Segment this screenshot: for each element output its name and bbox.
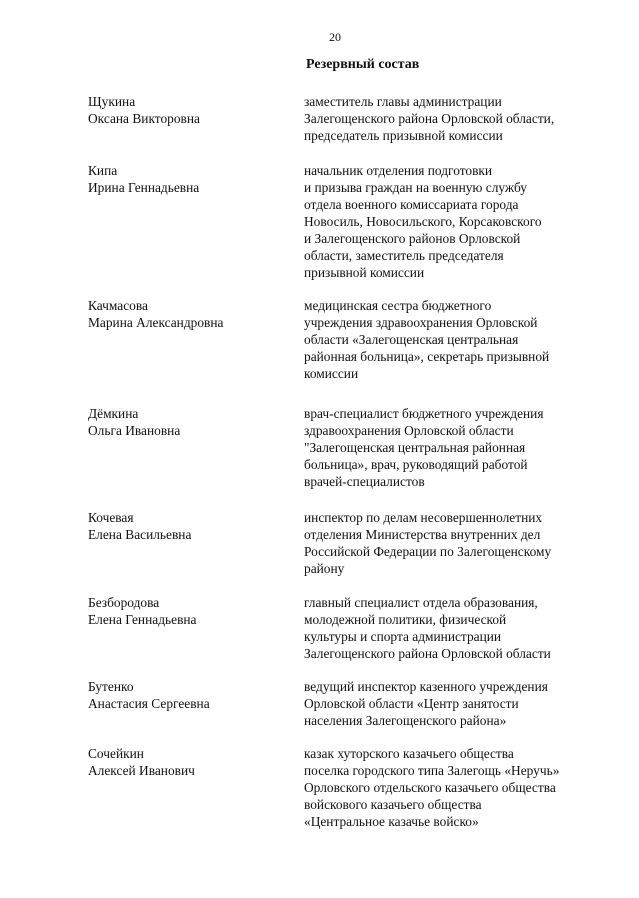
role-line: призывной комиссии — [304, 265, 425, 280]
member-surname: Бутенко — [88, 679, 134, 694]
role-line: району — [304, 561, 345, 576]
member-name — [88, 745, 288, 779]
role-line: области, заместитель председателя — [304, 248, 504, 263]
member-surname: Безбородова — [88, 595, 160, 610]
member-name — [88, 594, 288, 628]
member-given-names: Анастасия Сергеевна — [88, 696, 210, 711]
member-role — [304, 678, 604, 729]
role-line: населения Залегощенского района» — [304, 713, 507, 728]
member-surname: Дёмкина — [88, 406, 139, 421]
member-name — [88, 297, 288, 331]
member-surname: Кипа — [88, 163, 118, 178]
role-line: главный специалист отдела образования, — [304, 595, 538, 610]
member-role — [304, 297, 604, 382]
member-given-names: Елена Васильевна — [88, 527, 192, 542]
member-name — [88, 509, 288, 543]
role-line: Орловской области «Центр занятости — [304, 696, 519, 711]
member-surname: Качмасова — [88, 298, 148, 313]
member-given-names: Алексей Иванович — [88, 763, 195, 778]
role-line: заместитель главы администрации — [304, 94, 502, 109]
role-line: войскового казачьего общества — [304, 797, 482, 812]
role-line: казак хуторского казачьего общества — [304, 746, 514, 761]
role-line: и Залегощенского районов Орловской — [304, 231, 521, 246]
member-given-names: Елена Геннадьевна — [88, 612, 197, 627]
member-role — [304, 745, 604, 830]
member-role — [304, 93, 604, 144]
member-name — [88, 405, 288, 439]
role-line: учреждения здравоохранения Орловской — [304, 315, 538, 330]
role-line: комиссии — [304, 366, 359, 381]
role-line: врач-специалист бюджетного учреждения — [304, 406, 544, 421]
role-line: врачей-специалистов — [304, 474, 425, 489]
member-role — [304, 162, 604, 281]
role-line: председатель призывной комиссии — [304, 128, 503, 143]
role-line: поселка городского типа Залегощь «Неручь» — [304, 763, 560, 778]
role-line: районная больница», секретарь призывной — [304, 349, 550, 364]
member-role — [304, 509, 604, 577]
role-line: Российской Федерации по Залегощенскому — [304, 544, 552, 559]
member-given-names: Ольга Ивановна — [88, 423, 181, 438]
role-line: начальник отделения подготовки — [304, 163, 493, 178]
role-line: Залегощенского района Орловской области — [304, 646, 551, 661]
member-name — [88, 93, 288, 127]
role-line: инспектор по делам несовершеннолетних — [304, 510, 543, 525]
role-line: и призыва граждан на военную службу — [304, 180, 528, 195]
page-number: 20 — [329, 30, 341, 44]
role-line: Залегощенского района Орловской области, — [304, 111, 555, 126]
role-line: ведущий инспектор казенного учреждения — [304, 679, 548, 694]
member-name — [88, 162, 288, 196]
member-given-names: Ирина Геннадьевна — [88, 180, 200, 195]
role-line: Новосиль, Новосильского, Корсаковского — [304, 214, 542, 229]
member-name — [88, 678, 288, 712]
role-line: "Залегощенская центральная районная — [304, 440, 526, 455]
member-surname: Сочейкин — [88, 746, 144, 761]
member-given-names: Марина Александровна — [88, 315, 224, 330]
role-line: Орловского отдельского казачьего общества — [304, 780, 556, 795]
role-line: больница», врач, руководящий работой — [304, 457, 528, 472]
member-role — [304, 594, 604, 662]
section-title: Резервный состав — [306, 57, 420, 72]
role-line: медицинская сестра бюджетного — [304, 298, 492, 313]
member-role — [304, 405, 604, 490]
role-line: «Центральное казачье войско» — [304, 814, 479, 829]
member-given-names: Оксана Викторовна — [88, 111, 200, 126]
role-line: культуры и спорта администрации — [304, 629, 502, 644]
role-line: области «Залегощенская центральная — [304, 332, 519, 347]
role-line: отделения Министерства внутренних дел — [304, 527, 541, 542]
member-surname: Кочевая — [88, 510, 134, 525]
role-line: здравоохранения Орловской области — [304, 423, 514, 438]
member-surname: Щукина — [88, 94, 136, 109]
role-line: отдела военного комиссариата города — [304, 197, 519, 212]
role-line: молодежной политики, физической — [304, 612, 507, 627]
